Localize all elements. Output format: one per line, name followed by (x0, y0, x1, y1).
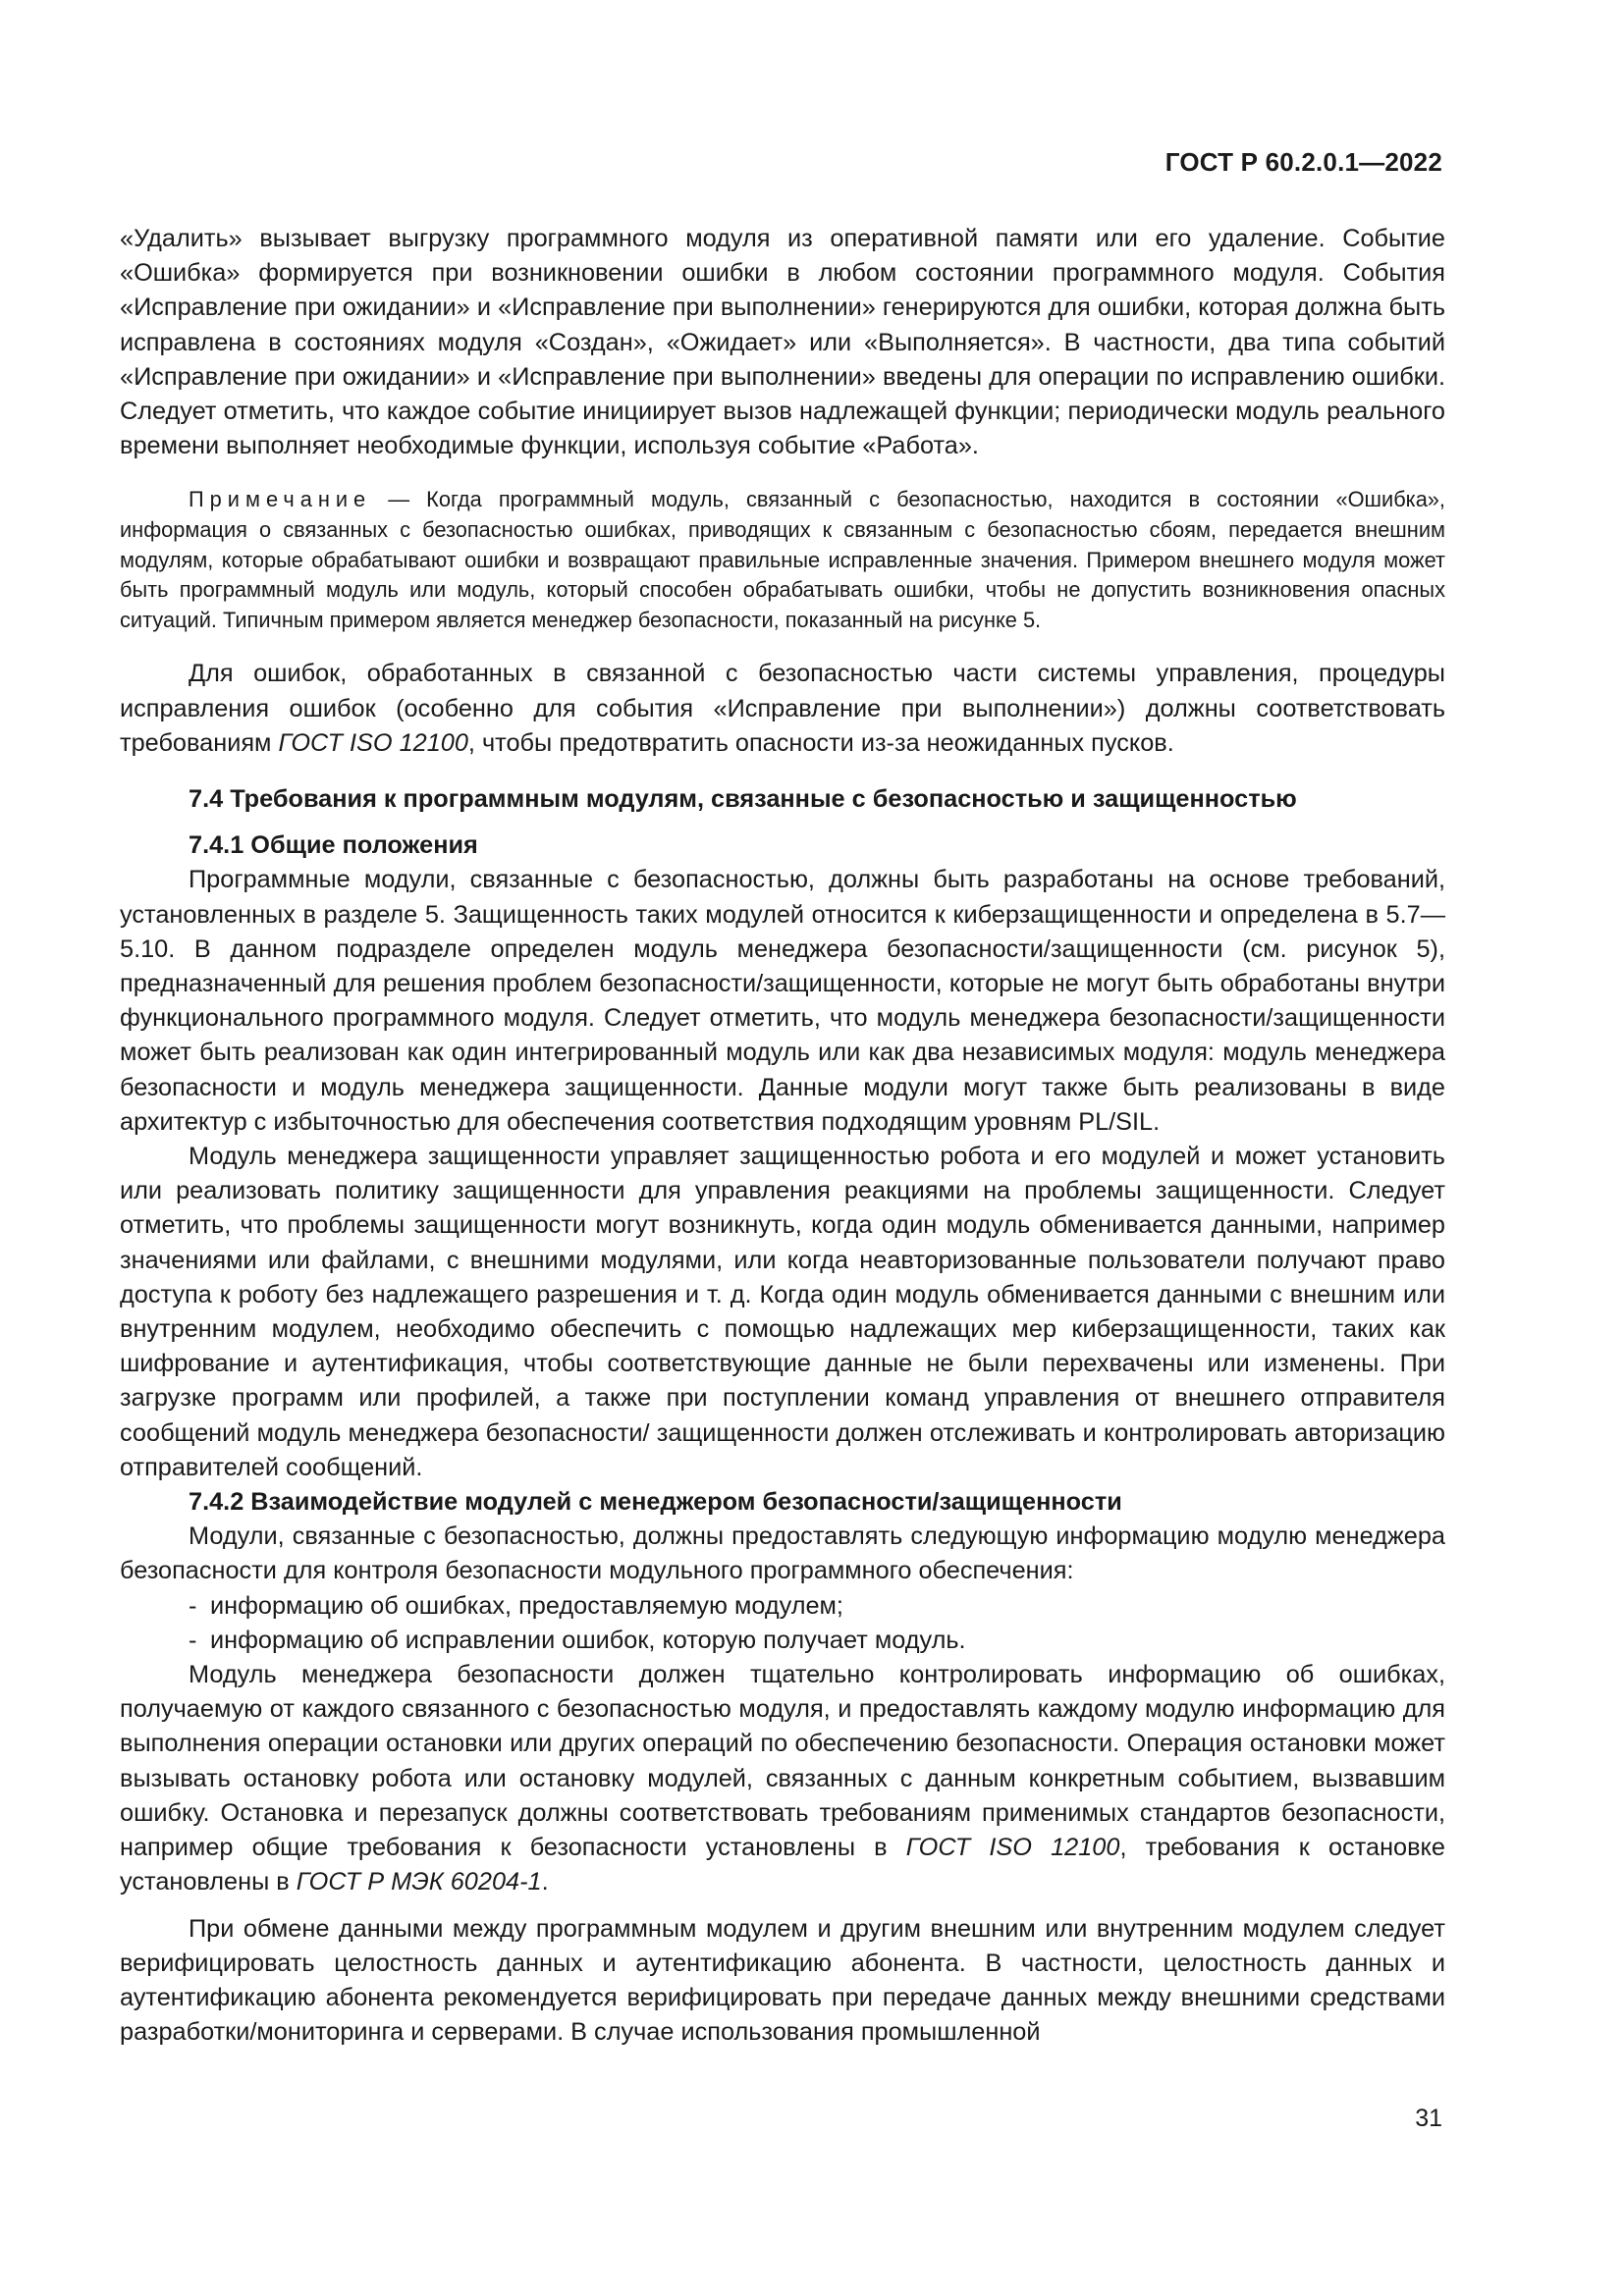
note-label: Примечание (189, 487, 372, 512)
text-run: , чтобы предотвратить опасности из-за неожиданных пусков. (467, 728, 1174, 757)
document-body (120, 222, 1445, 2050)
paragraph-data-integrity: При обмене данными между программным модулем и другим внешним или внутренним модулем следует верифицировать целостность данных и аутентификацию абонента. В частности, целостность данных и аутентификацию абонента рекомендуется верифицировать при передаче данных между внешними средствами разработки/мониторинга и серверами. В случае использования промышленной (120, 1914, 1445, 2047)
list-item (120, 1589, 1445, 1624)
standard-reference: ГОСТ ISO 12100 (278, 728, 468, 757)
text-run: , требования к остановке установлены в (120, 1834, 1445, 1896)
text-run: Модуль менеджера безопасности должен тщательно контролировать информацию об ошибках, получаемую от каждого связанного с безопасностью модуля, и предоставлять каждому модулю информацию для выполнения операции остановки или других операций по обеспечению безопасности. Операция остановки может вызывать остановку робота или остановку модулей, связанных с данным конкретным событием, вызвавшим ошибку. Остановка и перезапуск должны соответствовать требованиям применимых стандартов безопасности, например общие требования к безопасности установлены в (120, 1661, 1445, 1862)
list-item (120, 1624, 1445, 1658)
list-item-text: информацию об ошибках, предоставляемую модулем; (210, 1591, 843, 1620)
note-text: — Когда программный модуль, связанный с безопасностью, находится в состоянии «Ошибка», информация о связанных с безопасностью ошибках, приводящих к связанным с безопасностью сбоям, передается внешним модулям, которые обрабатывают ошибки и возвращают правильные исправленные значения. Примером внешнего модуля может быть программный модуль или модуль, который способен обрабатывать ошибки, чтобы не допустить возникновения опасных ситуаций. Типичным примером является менеджер безопасности, показанный на рисунке 5. (120, 487, 1445, 632)
standard-code-header: ГОСТ Р 60.2.0.1—2022 (1164, 147, 1442, 177)
list-dash: - (189, 1591, 197, 1620)
list-dash: - (189, 1626, 197, 1654)
subsection-heading-7-4-2: 7.4.2 Взаимодействие модулей с менеджером безопасности/защищенности (189, 1488, 1122, 1517)
standard-reference: ГОСТ ISO 12100 (905, 1834, 1120, 1862)
page-number: 31 (1415, 2105, 1442, 2132)
paragraph-error-correction (120, 657, 1445, 761)
standard-reference: ГОСТ Р МЭК 60204-1 (296, 1868, 542, 1896)
text-run: Для ошибок, обработанных в связанной с безопасностью части системы управления, процедуры исправления ошибок (особенно для события «Исправление при выполнении») должны соответствовать требованиям (120, 660, 1445, 757)
list-item-text: информацию об исправлении ошибок, которую получает модуль. (210, 1626, 966, 1654)
paragraph-module-info: Модули, связанные с безопасностью, должны предоставлять следующую информацию модулю менеджера безопасности для контроля безопасности модульного программного обеспечения: (120, 1522, 1445, 1585)
paragraph-events: «Удалить» вызывает выгрузку программного модуля из оперативной памяти или его удаление. Событие «Ошибка» формируется при возникновении ошибки в любом состоянии программного модуля. События «Исправление при ожидании» и «Исправление при выполнении» генерируются для ошибки, которая должна быть исправлена в состояниях модуля «Создан», «Ожидает» или «Выполняется». В частности, два типа событий «Исправление при ожидании» и «Исправление при выполнении» введены для операции по исправлению ошибки. Следует отметить, что каждое событие инициирует вызов надлежащей функции; периодически модуль реального времени выполняет необходимые функции, используя событие «Работа». (120, 225, 1445, 460)
paragraph-general-provisions: Программные модули, связанные с безопасностью, должны быть разработаны на основе требований, установленных в разделе 5. Защищенность таких модулей относится к киберзащищенности и определена в 5.7—5.10. В данном подразделе определен модуль менеджера безопасности/защищенности (см. рисунок 5), предназначенный для решения проблем безопасности/защищенности, которые не могут быть обработаны внутри функционального программного модуля. Следует отметить, что модуль менеджера безопасности/защищенности может быть реализован как один интегрированный модуль или как два независимых модуля: модуль менеджера безопасности и модуль менеджера защищенности. Данные модули могут также быть реализованы в виде архитектур с избыточностью для обеспечения соответствия подходящим уровням PL/SIL. (120, 866, 1445, 1136)
note-block (120, 485, 1445, 635)
text-run: . (541, 1868, 549, 1896)
paragraph-security-manager: Модуль менеджера защищенности управляет защищенностью робота и его модулей и может установить или реализовать политику защищенности для управления реакциями на проблемы защищенности. Следует отметить, что проблемы защищенности могут возникнуть, когда один модуль обменивается данными, например значениями или файлами, с внешними модулями, или когда неавторизованные пользователи получают право доступа к роботу без надлежащего разрешения и т. д. Когда один модуль обменивается данными с внешним или внутренним модулем, необходимо обеспечить с помощью надлежащих мер киберзащищенности, таких как шифрование и аутентификация, чтобы соответствующие данные не были перехвачены или изменены. При загрузке программ или профилей, а также при поступлении команд управления от внешнего отправителя сообщений модуль менеджера безопасности/ защищенности должен отслеживать и контролировать авторизацию отправителей сообщений. (120, 1143, 1445, 1481)
paragraph-stop-operation (120, 1658, 1445, 1899)
section-heading-7-4: 7.4 Требования к программным модулям, связанные с безопасностью и защищенностью (189, 785, 1297, 813)
subsection-heading-7-4-1: 7.4.1 Общие положения (189, 831, 478, 860)
